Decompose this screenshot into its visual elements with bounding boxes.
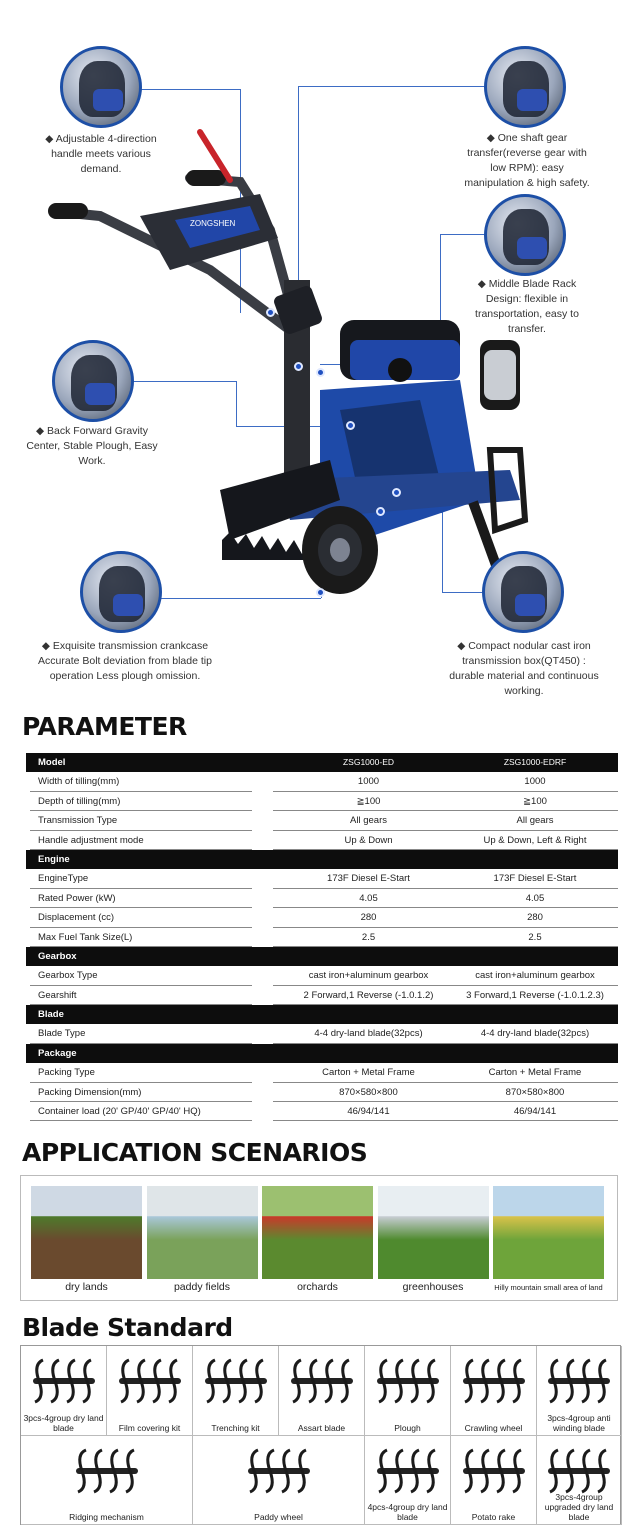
row-value-model-1: Carton + Metal Frame — [273, 1063, 464, 1082]
blade-caption: Crawling wheel — [464, 1423, 523, 1433]
scenario-caption: greenhouses — [402, 1281, 464, 1293]
row-label: Depth of tilling(mm) — [30, 792, 252, 811]
row-label: Packing Type — [30, 1063, 252, 1082]
blade-illustration — [373, 1444, 443, 1499]
blade-caption: Assart blade — [297, 1423, 346, 1433]
product-hero — [0, 0, 640, 705]
row-value-model-2: 280 — [452, 908, 618, 927]
blade-card — [537, 1346, 622, 1436]
scenario-item — [31, 1186, 142, 1293]
blade-illustration — [287, 1354, 357, 1409]
table-header-row — [26, 753, 618, 772]
blade-caption: Trenching kit — [211, 1423, 260, 1433]
blade-illustration — [244, 1444, 314, 1499]
blade-illustration — [72, 1444, 142, 1499]
row-value-model-2: Up & Down, Left & Right — [452, 831, 618, 850]
row-value-model-1: All gears — [273, 811, 464, 830]
handle-detail-image — [60, 46, 142, 128]
blade-caption: 3pcs-4group upgraded dry land blade — [544, 1492, 614, 1522]
blade-caption: Ridging mechanism — [69, 1512, 144, 1522]
table-row — [26, 792, 618, 811]
scenario-item — [493, 1186, 604, 1292]
row-value-model-2: Carton + Metal Frame — [452, 1063, 618, 1082]
row-value-model-1: ≧100 — [273, 792, 464, 811]
row-label: Handle adjustment mode — [30, 831, 252, 850]
blade-rack-detail-image — [484, 194, 566, 276]
blade-caption: Plough — [394, 1423, 421, 1433]
blade-illustration — [544, 1444, 614, 1499]
row-label: Rated Power (kW) — [30, 889, 252, 908]
scenario-caption: orchards — [297, 1281, 338, 1293]
row-label: Max Fuel Tank Size(L) — [30, 928, 252, 947]
feature-handle-text: ◆ Adjustable 4-direction handle meets various demand. — [45, 133, 157, 175]
header-model-2: ZSG1000-EDRF — [503, 757, 567, 767]
blade-caption: 3pcs-4group dry land blade — [23, 1413, 104, 1433]
table-row — [26, 1083, 618, 1102]
table-row — [26, 772, 618, 791]
row-label: Gearshift — [30, 986, 252, 1005]
row-value-model-1: cast iron+aluminum gearbox — [273, 966, 464, 985]
table-row — [26, 908, 618, 927]
scenario-caption: dry lands — [65, 1281, 108, 1293]
blade-caption: Potato rake — [471, 1512, 516, 1522]
row-value-model-1: 280 — [273, 908, 464, 927]
row-value-model-2: 870×580×800 — [452, 1083, 618, 1102]
scenarios-heading: APPLICATION SCENARIOS — [22, 1138, 368, 1167]
table-row — [26, 889, 618, 908]
header-model-1: ZSG1000-ED — [342, 757, 395, 767]
marker-dot — [316, 588, 325, 597]
row-value-model-1: 2 Forward,1 Reverse (-1.0.1.2) — [273, 986, 464, 1005]
row-label: Transmission Type — [30, 811, 252, 830]
row-value-model-1: 870×580×800 — [273, 1083, 464, 1102]
table-row — [26, 869, 618, 888]
blade-caption: Paddy wheel — [254, 1512, 303, 1522]
table-row — [26, 811, 618, 830]
row-value-model-1: Up & Down — [273, 831, 464, 850]
svg-text:ZONGSHEN: ZONGSHEN — [190, 219, 236, 228]
section-label: Package — [38, 1047, 77, 1059]
table-row — [26, 966, 618, 985]
row-value-model-2: 3 Forward,1 Reverse (-1.0.1.2.3) — [452, 986, 618, 1005]
row-value-model-1: 2.5 — [273, 928, 464, 947]
section-label: Blade — [38, 1009, 64, 1021]
gearshaft-detail-image — [484, 46, 566, 128]
header-label: Model — [38, 757, 66, 768]
table-row — [26, 928, 618, 947]
marker-dot — [346, 421, 355, 430]
table-row — [26, 1063, 618, 1082]
row-label: Blade Type — [30, 1024, 252, 1043]
blade-grid — [20, 1345, 621, 1525]
table-row — [26, 986, 618, 1005]
scenario-item — [147, 1186, 258, 1293]
feature-gravity-text: ◆ Back Forward Gravity Center, Stable Plough, Easy Work. — [26, 425, 158, 467]
row-value-model-1: 173F Diesel E-Start — [273, 869, 464, 888]
blade-card — [365, 1346, 451, 1436]
blade-illustration — [29, 1354, 99, 1409]
row-value-model-2: cast iron+aluminum gearbox — [452, 966, 618, 985]
scenarios-gallery — [20, 1175, 618, 1301]
marker-dot — [266, 308, 275, 317]
blade-illustration — [373, 1354, 443, 1409]
scenario-photo — [493, 1186, 604, 1279]
row-label: Gearbox Type — [30, 966, 252, 985]
table-section-row — [26, 947, 618, 966]
table-row — [26, 1102, 618, 1121]
row-label: Container load (20' GP/40' GP/40' HQ) — [30, 1102, 252, 1121]
feature-gearbox-text: ◆ Compact nodular cast iron transmission box(QT450) : durable material and continuous working. — [449, 640, 599, 697]
row-label: EngineType — [30, 869, 252, 888]
row-value-model-2: ≧100 — [452, 792, 618, 811]
blade-card — [21, 1436, 193, 1525]
blade-caption: 4pcs-4group dry land blade — [367, 1502, 448, 1522]
row-value-model-2: All gears — [452, 811, 618, 830]
row-value-model-1: 4.05 — [273, 889, 464, 908]
row-label: Displacement (cc) — [30, 908, 252, 927]
feature-blade-rack-text: ◆ Middle Blade Rack Design: flexible in transportation, easy to transfer. — [475, 278, 579, 335]
blade-card — [279, 1346, 365, 1436]
blade-card — [537, 1436, 622, 1525]
scenario-caption: Hilly mountain small area of land — [494, 1283, 603, 1292]
parameter-table — [26, 753, 618, 1121]
feature-crankcase-text: ◆ Exquisite transmission crankcase Accurate Bolt deviation from blade tip operation Less plough omission. — [38, 640, 212, 682]
blade-caption: Film covering kit — [118, 1423, 181, 1433]
marker-dot — [376, 507, 385, 516]
row-value-model-2: 4.05 — [452, 889, 618, 908]
scenario-photo — [147, 1186, 258, 1279]
section-label: Engine — [38, 853, 70, 865]
row-value-model-1: 1000 — [273, 772, 464, 791]
table-row — [26, 1024, 618, 1043]
blade-card — [21, 1346, 107, 1436]
blade-illustration — [201, 1354, 271, 1409]
blade-card — [107, 1346, 193, 1436]
table-section-row — [26, 850, 618, 869]
scenario-caption: paddy fields — [173, 1281, 231, 1293]
blade-card — [451, 1346, 537, 1436]
marker-dot — [294, 362, 303, 371]
blade-caption: 3pcs-4group anti winding blade — [547, 1413, 611, 1433]
table-section-row — [26, 1044, 618, 1063]
row-label: Packing Dimension(mm) — [30, 1083, 252, 1102]
blade-card — [451, 1436, 537, 1525]
scenario-item — [262, 1186, 373, 1293]
blade-illustration — [459, 1354, 529, 1409]
crankcase-detail-image — [80, 551, 162, 633]
marker-dot — [316, 368, 325, 377]
row-value-model-2: 46/94/141 — [452, 1102, 618, 1121]
row-label: Width of tilling(mm) — [30, 772, 252, 791]
section-label: Gearbox — [38, 950, 77, 962]
gravity-detail-image — [52, 340, 134, 422]
gearbox-detail-image — [482, 551, 564, 633]
row-value-model-2: 2.5 — [452, 928, 618, 947]
connector-line — [298, 86, 484, 87]
blade-illustration — [459, 1444, 529, 1499]
blade-card — [193, 1436, 365, 1525]
scenario-photo — [262, 1186, 373, 1279]
blade-illustration — [544, 1354, 614, 1409]
table-section-row — [26, 1005, 618, 1024]
feature-gearshaft-text: ◆ One shaft gear transfer(reverse gear with low RPM): easy manipulation & high safety. — [464, 132, 590, 189]
parameter-heading: PARAMETER — [22, 712, 187, 741]
blade-card — [365, 1436, 451, 1525]
row-value-model-2: 1000 — [452, 772, 618, 791]
scenario-photo — [31, 1186, 142, 1279]
row-value-model-2: 4-4 dry-land blade(32pcs) — [452, 1024, 618, 1043]
row-value-model-2: 173F Diesel E-Start — [452, 869, 618, 888]
blade-illustration — [115, 1354, 185, 1409]
table-row — [26, 831, 618, 850]
row-value-model-1: 46/94/141 — [273, 1102, 464, 1121]
blade-card — [193, 1346, 279, 1436]
blade-standard-heading: Blade Standard — [22, 1313, 233, 1342]
marker-dot — [392, 488, 401, 497]
scenario-photo — [378, 1186, 489, 1279]
row-value-model-1: 4-4 dry-land blade(32pcs) — [273, 1024, 464, 1043]
scenario-item — [378, 1186, 489, 1293]
